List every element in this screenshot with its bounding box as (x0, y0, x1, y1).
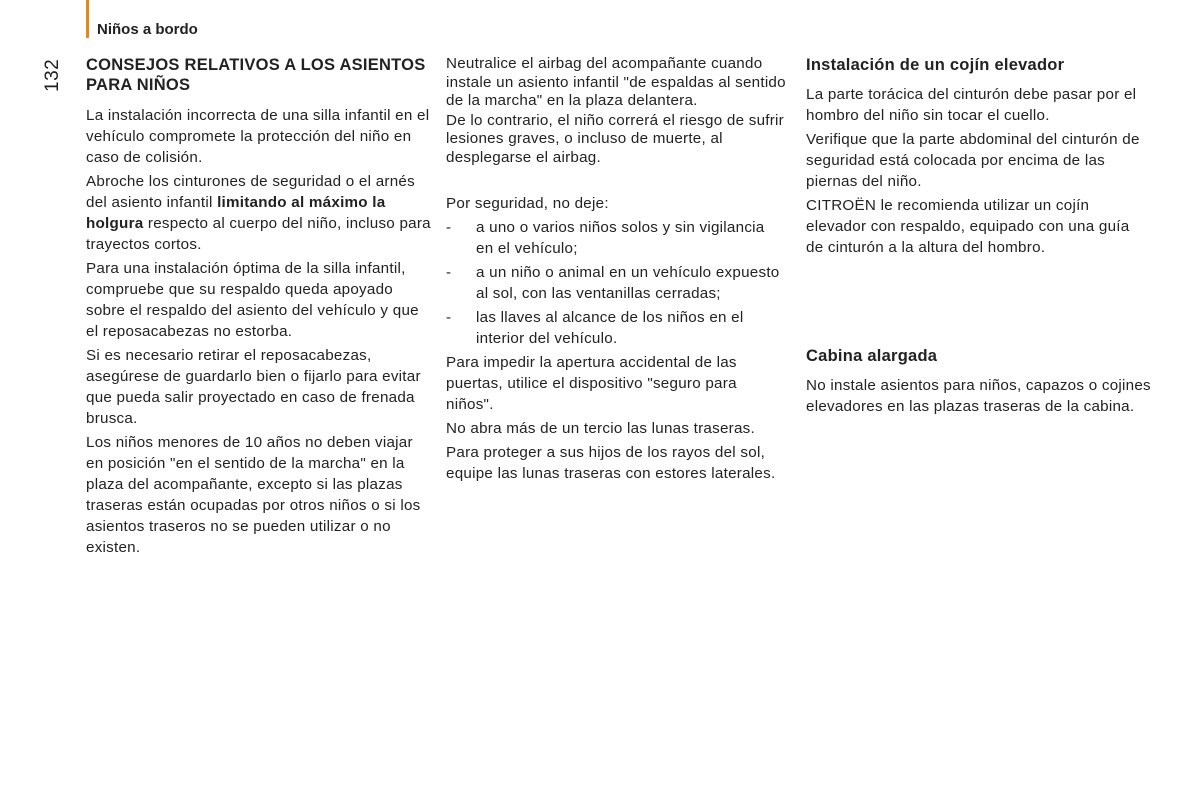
section-accent-bar (86, 0, 89, 38)
paragraph-safety-do-not-leave: Por seguridad, no deje: (446, 195, 609, 212)
list-do-not-leave (446, 217, 786, 349)
emphasis-limit-slack: limitando al máximo la holgura (86, 194, 386, 232)
column-booster-cushion (806, 55, 1151, 420)
paragraph-airbag-risk: De lo contrario, el niño correrá el riesgo de sufrir lesiones graves, o incluso de muerte, al desplegarse el airbag. (446, 111, 784, 166)
list-item: - las llaves al alcance de los niños en el interior del vehículo. (446, 309, 744, 347)
paragraph-under-10: Los niños menores de 10 años no deben viajar en posición "en el sentido de la marcha" en la plaza del acompañante, excepto si las plazas traseras están ocupadas por otros niños o si los asientos traseros no se pueden utilizar o no existen. (86, 434, 421, 556)
heading-extended-cab: Cabina alargada (806, 347, 938, 365)
paragraph-child-lock: Para impedir la apertura accidental de las puertas, utilice el dispositivo "seguro para niños". (446, 354, 737, 413)
paragraph-fasten-belts: Abroche los cinturones de seguridad o el arnés del asiento infantil limitando al máximo la holgura respecto al cuerpo del niño, incluso para trayectos cortos. (86, 173, 431, 253)
list-item: - a un niño o animal en un vehículo expuesto al sol, con las ventanillas cerradas; (446, 264, 780, 302)
paragraph-chest-belt: La parte torácica del cinturón debe pasar por el hombro del niño sin tocar el cuello. (806, 86, 1137, 124)
page-number: 132 (42, 58, 63, 92)
paragraph-incorrect-installation: La instalación incorrecta de una silla infantil en el vehículo compromete la protección del niño en caso de colisión. (86, 107, 430, 166)
paragraph-neutralize-airbag: Neutralice el airbag del acompañante cuando instale un asiento infantil "de espaldas al sentido de la marcha" en la plaza delantera. (446, 55, 786, 109)
paragraph-rear-windows: No abra más de un tercio las lunas traseras. (446, 420, 755, 437)
paragraph-extended-cab: No instale asientos para niños, capazos o cojines elevadores en las plazas traseras de la cabina. (806, 377, 1151, 415)
heading-child-seat-advice: CONSEJOS RELATIVOS A LOS ASIENTOS PARA NIÑOS (86, 56, 426, 94)
paragraph-citroen-recommendation: CITROËN le recomienda utilizar un cojín elevador con respaldo, equipado con una guía de cinturón a la altura del hombro. (806, 197, 1130, 256)
section-title: Niños a bordo (97, 21, 198, 38)
paragraph-sun-blinds: Para proteger a sus hijos de los rayos del sol, equipe las lunas traseras con estores laterales. (446, 444, 776, 482)
paragraph-lap-belt: Verifique que la parte abdominal del cinturón de seguridad está colocada por encima de las piernas del niño. (806, 131, 1140, 190)
paragraph-optimal-installation: Para una instalación óptima de la silla infantil, compruebe que su respaldo queda apoyado sobre el respaldo del asiento del vehículo y que el reposacabezas no estorba. (86, 260, 419, 340)
column-child-seat-advice (86, 55, 431, 561)
column-airbag-safety (446, 55, 786, 487)
list-item: - a uno o varios niños solos y sin vigilancia en el vehículo; (446, 219, 765, 257)
heading-booster-cushion: Instalación de un cojín elevador (806, 56, 1065, 74)
paragraph-remove-headrest: Si es necesario retirar el reposacabezas, asegúrese de guardarlo bien o fijarlo para evitar que pueda salir proyectado en caso de frenada brusca. (86, 347, 421, 427)
